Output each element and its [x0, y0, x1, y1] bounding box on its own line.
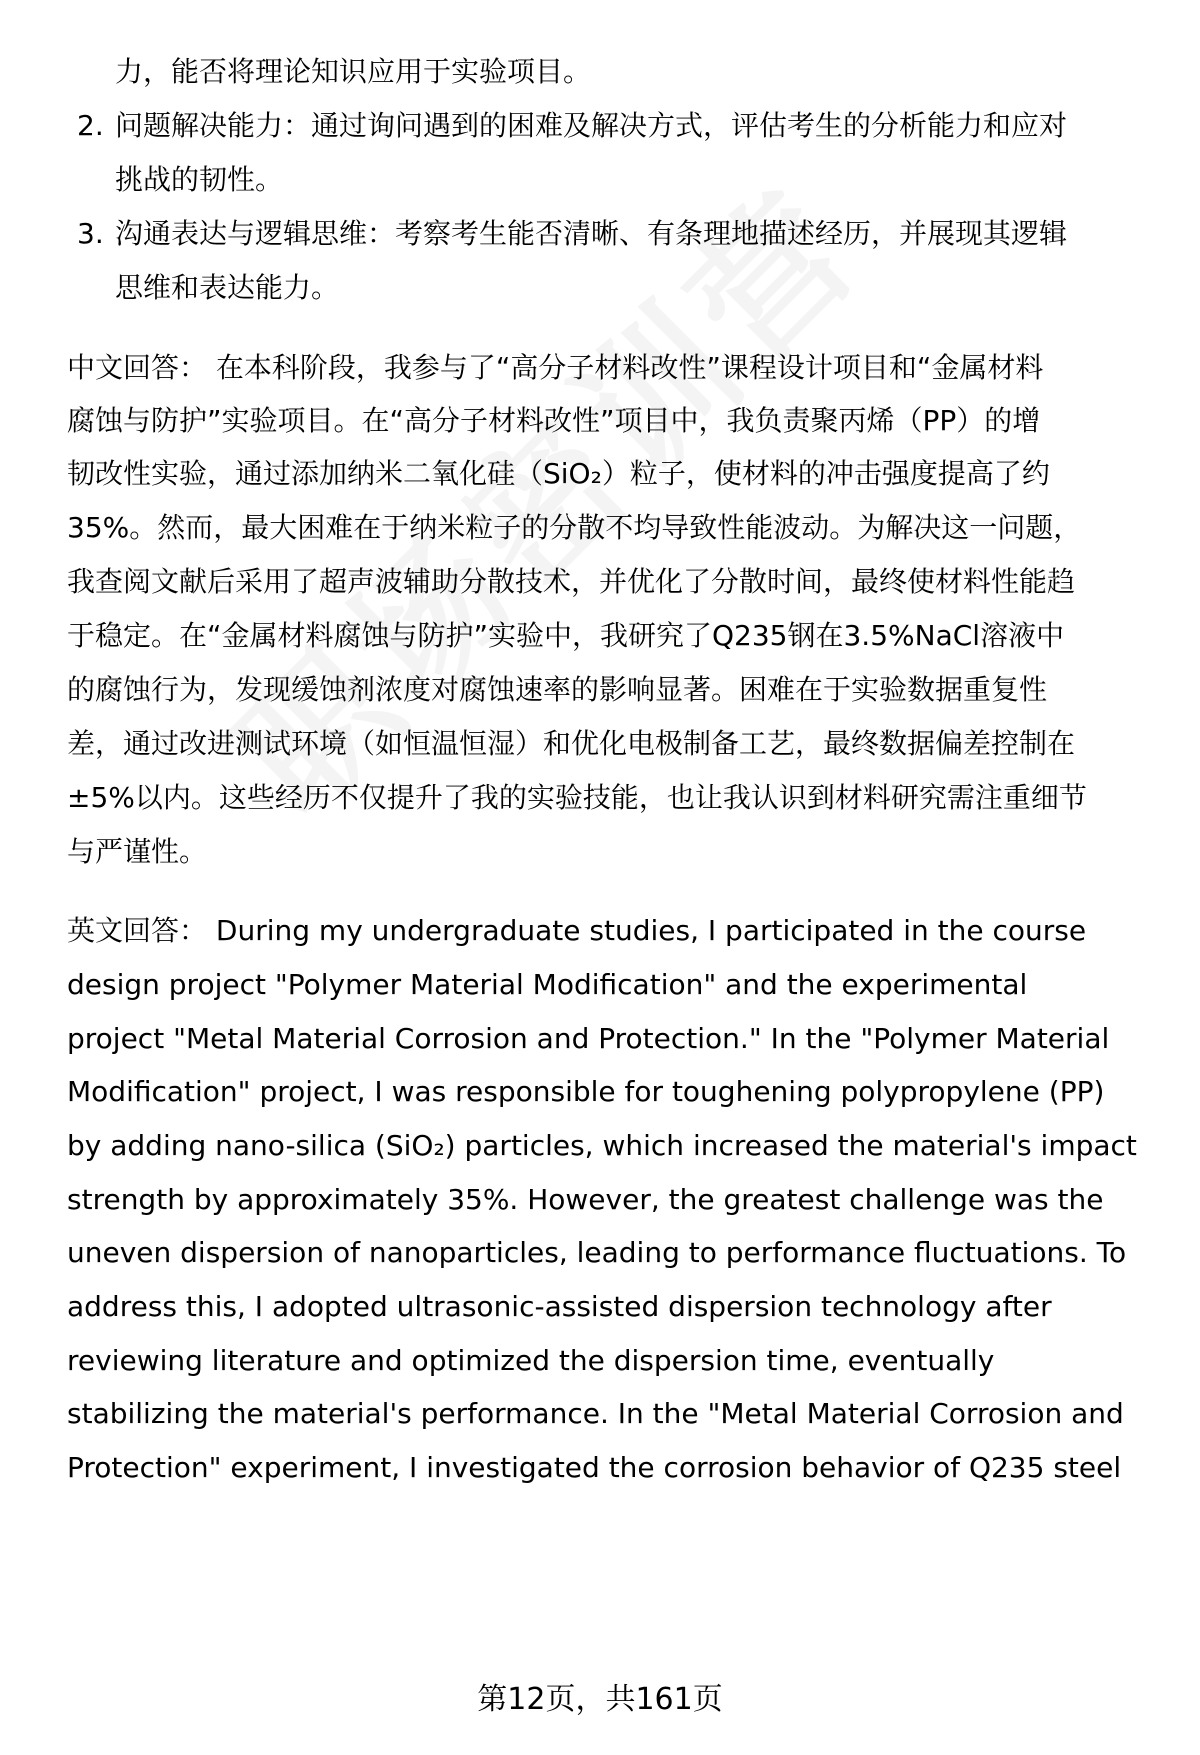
english-answer-line: 英文回答： During my undergraduate studies, I participated in the course — [67, 914, 1087, 947]
chinese-answer-line: 我查阅文献后采用了超声波辅助分散技术，并优化了分散时间，最终使材料性能趋 — [67, 565, 1076, 598]
english-answer-line: uneven dispersion of nanoparticles, leading to performance fluctuations. To — [67, 1236, 1127, 1269]
english-answer-line: reviewing literature and optimized the dispersion time, eventually — [67, 1344, 995, 1377]
chinese-answer-line: 韧改性实验，通过添加纳米二氧化硅（SiO₂）粒子，使材料的冲击强度提高了约 — [67, 457, 1050, 490]
list-item-3-line-2: 思维和表达能力。 — [115, 271, 340, 304]
list-item-number: 2. — [77, 109, 104, 142]
page-number: 第12页，共161页 — [477, 1682, 723, 1717]
list-item-1-continuation: 力，能否将理论知识应用于实验项目。 — [115, 55, 592, 88]
chinese-answer-line: 的腐蚀行为，发现缓蚀剂浓度对腐蚀速率的影响显著。困难在于实验数据重复性 — [67, 673, 1048, 706]
english-answer-line: stabilizing the material's performance. In the "Metal Material Corrosion and — [67, 1397, 1124, 1430]
english-answer-line: by adding nano-silica (SiO₂) particles, which increased the material's impact — [67, 1129, 1137, 1162]
list-item-2-line-1: 问题解决能力：通过询问遇到的困难及解决方式，评估考生的分析能力和应对 — [115, 109, 1068, 142]
english-answer-line: address this, I adopted ultrasonic-assisted dispersion technology after — [67, 1290, 1052, 1323]
english-answer-line: Protection" experiment, I investigated the corrosion behavior of Q235 steel — [67, 1451, 1122, 1484]
english-answer-line: strength by approximately 35%. However, the greatest challenge was the — [67, 1183, 1104, 1216]
english-answer-line: project "Metal Material Corrosion and Protection." In the "Polymer Material — [67, 1022, 1110, 1055]
chinese-answer-line: 与严谨性。 — [67, 835, 208, 868]
list-item-number: 3. — [77, 217, 104, 250]
list-item-2-line-2: 挑战的韧性。 — [115, 163, 284, 196]
chinese-answer-line: 中文回答： 在本科阶段，我参与了“高分子材料改性”课程设计项目和“金属材料 — [67, 351, 1044, 384]
chinese-answer-line: ±5%以内。这些经历不仅提升了我的实验技能，也让我认识到材料研究需注重细节 — [67, 781, 1087, 814]
chinese-answer-line: 差，通过改进测试环境（如恒温恒湿）和优化电极制备工艺，最终数据偏差控制在 — [67, 727, 1076, 760]
list-item-3-line-1: 沟通表达与逻辑思维：考察考生能否清晰、有条理地描述经历，并展现其逻辑 — [115, 217, 1068, 250]
english-answer-line: design project "Polymer Material Modification" and the experimental — [67, 968, 1028, 1001]
chinese-answer-line: 腐蚀与防护”实验项目。在“高分子材料改性”项目中，我负责聚丙烯（PP）的增 — [67, 404, 1041, 437]
chinese-answer-line: 于稳定。在“金属材料腐蚀与防护”实验中，我研究了Q235钢在3.5%NaCl溶液中 — [67, 619, 1065, 652]
chinese-answer-line: 35%。然而，最大困难在于纳米粒子的分散不均导致性能波动。为解决这一问题， — [67, 511, 1082, 544]
english-answer-line: Modification" project, I was responsible for toughening polypropylene (PP) — [67, 1075, 1105, 1108]
